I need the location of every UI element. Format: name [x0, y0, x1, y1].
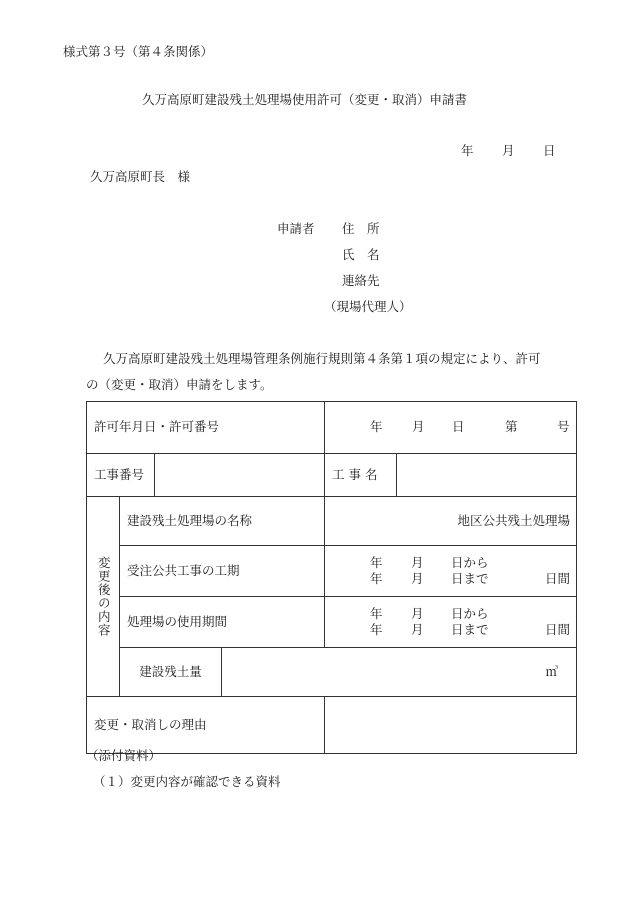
site-name-value-cell[interactable]: [325, 497, 577, 546]
permit-year: 年: [370, 419, 383, 434]
use-period-label: 処理場の使用期間: [120, 597, 325, 648]
term-label: 受注公共工事の工期: [120, 546, 325, 597]
attachments-heading: （添付資料）: [86, 748, 162, 763]
applicant-label: 申請者: [277, 221, 315, 236]
page-title: 久万高原町建設残土処理場使用許可（変更・取消）申請書: [142, 92, 468, 107]
use-days: 日間: [545, 622, 571, 637]
term-from-month: 月: [411, 555, 424, 570]
use-period-value-cell[interactable]: [325, 597, 577, 648]
site-name-value: 地区公共残土処理場: [457, 513, 571, 528]
work-name-label: 工 事 名: [325, 454, 397, 497]
addressee: 久万高原町長 様: [90, 169, 191, 184]
use-to-month: 月: [411, 622, 424, 637]
term-days: 日間: [545, 571, 571, 586]
changed-content-label: [87, 497, 120, 697]
term-to-day: 日まで: [451, 571, 489, 586]
term-from-day: 日から: [451, 555, 489, 570]
work-row: [87, 454, 577, 497]
term-from-year: 年: [370, 555, 383, 570]
permit-label: 許可年月日・許可番号: [87, 402, 325, 454]
applicant-agent-label: （現場代理人）: [324, 299, 412, 314]
form-number: 様式第３号（第４条関係）: [63, 44, 214, 59]
volume-value-cell[interactable]: [222, 648, 577, 697]
body-text-line2: の（変更・取消）申請をします。: [86, 377, 273, 392]
reason-row: [87, 697, 577, 754]
work-number-value[interactable]: [155, 454, 325, 497]
reason-value[interactable]: [325, 697, 577, 754]
permit-day: 日: [452, 419, 465, 434]
permit-go: 号: [557, 419, 570, 434]
term-to-month: 月: [411, 571, 424, 586]
date-day: 日: [543, 143, 556, 158]
application-table: [86, 401, 577, 754]
work-name-value[interactable]: [397, 454, 577, 497]
applicant-address-label: 住 所: [342, 221, 380, 236]
use-from-month: 月: [411, 606, 424, 621]
volume-unit: ㎥: [545, 664, 559, 679]
permit-month: 月: [412, 419, 425, 434]
use-from-day: 日から: [451, 606, 489, 621]
term-row: [87, 546, 577, 597]
applicant-name-label: 氏 名: [342, 247, 380, 262]
use-from-year: 年: [370, 606, 383, 621]
date-month: 月: [502, 143, 515, 158]
date-year: 年: [461, 143, 474, 158]
volume-label: 建設残土量: [120, 648, 222, 697]
changed-content-text: 変更後の内容: [96, 556, 112, 637]
permit-value-cell[interactable]: [325, 402, 577, 454]
use-to-year: 年: [370, 622, 383, 637]
term-value-cell[interactable]: [325, 546, 577, 597]
use-period-row: [87, 597, 577, 648]
applicant-contact-label: 連絡先: [342, 273, 380, 288]
site-name-row: [87, 497, 577, 546]
permit-row: [87, 402, 577, 454]
attachment-item-1: （１）変更内容が確認できる資料: [93, 774, 281, 789]
use-to-day: 日まで: [451, 622, 489, 637]
volume-row: [87, 648, 577, 697]
work-number-label: 工事番号: [87, 454, 155, 497]
reason-label: 変更・取消しの理由: [87, 697, 325, 754]
body-text-line1: 久万高原町建設残土処理場管理条例施行規則第４条第１項の規定により、許可: [103, 351, 541, 366]
permit-dai: 第: [505, 419, 518, 434]
term-to-year: 年: [370, 571, 383, 586]
site-name-label: 建設残土処理場の名称: [120, 497, 325, 546]
